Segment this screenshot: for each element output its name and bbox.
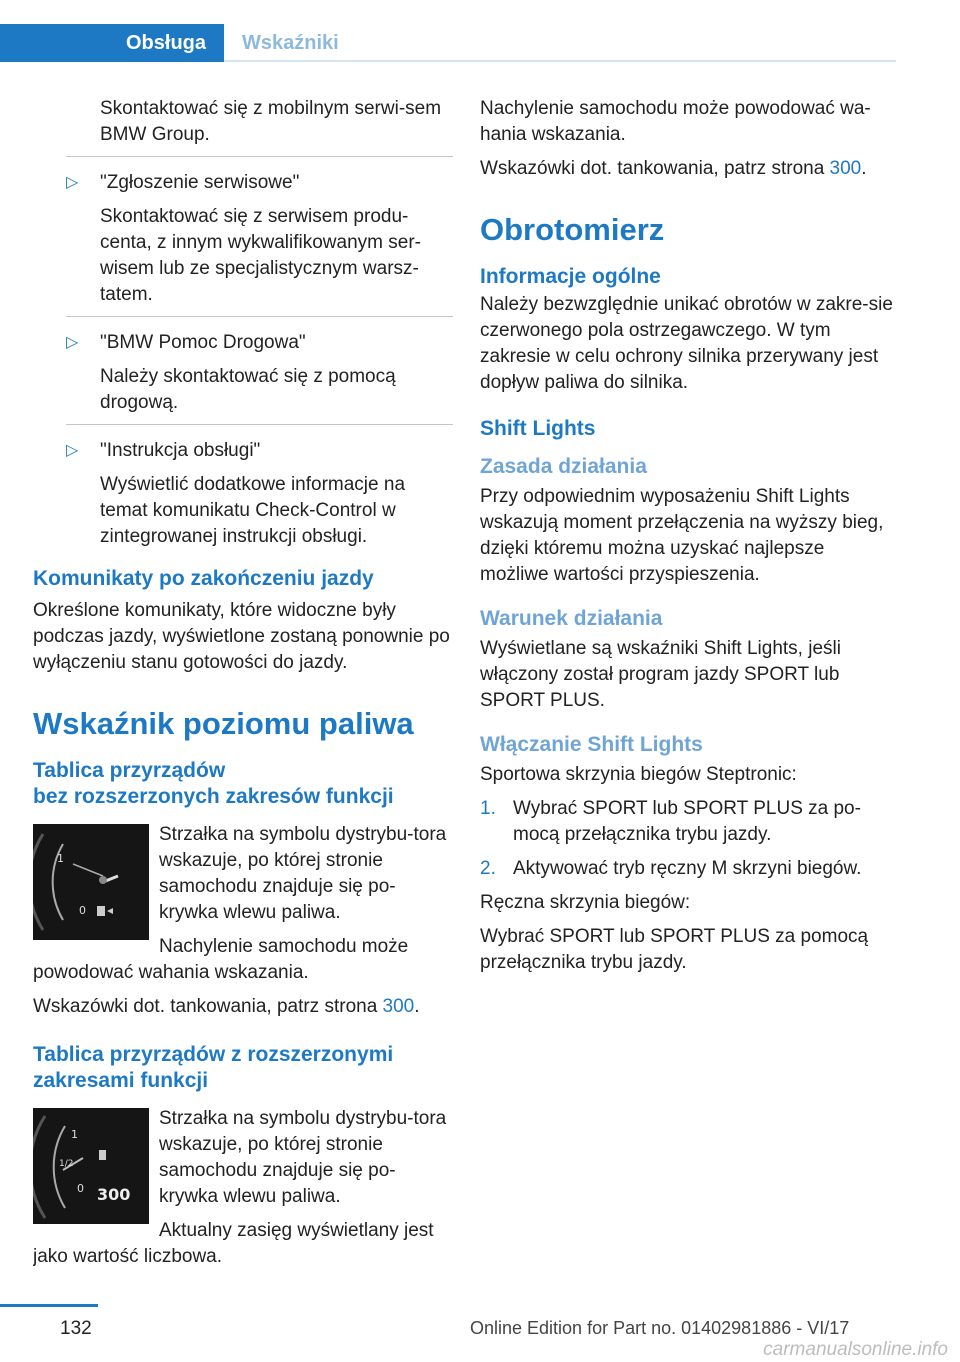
text: Wskazówki dot. tankowania, patrz strona: [33, 996, 383, 1017]
step-text: Aktywować tryb ręczny M skrzyni biegów.: [513, 858, 862, 879]
tab-wskazniki[interactable]: Wskaźniki: [242, 31, 339, 54]
paragraph: Określone komunikaty, które widoczne były podczas jazdy, wyświetlone zostaną ponownie po wyłączeniu stanu gotowości do jazdy.: [33, 600, 450, 673]
heading-enable-shift-lights: Włączanie Shift Lights: [480, 733, 703, 756]
watermark: carmanualsonline.info: [763, 1339, 948, 1360]
paragraph: Wyświetlane są wskaźniki Shift Lights, jeśli włączony został program jazdy SPORT lub SPORT PLUS.: [480, 638, 841, 711]
gauge-label: 0: [77, 1182, 84, 1195]
heading-general-info: Informacje ogólne: [480, 265, 661, 288]
page-link[interactable]: 300: [829, 158, 862, 179]
text: .: [414, 996, 420, 1017]
item-title: "Zgłoszenie serwisowe": [100, 172, 300, 193]
edition-footer: Online Edition for Part no. 01402981886 - VI/17: [470, 1318, 850, 1338]
fuel-pump-icon: [97, 906, 105, 916]
divider: [66, 316, 453, 317]
paragraph: Nachylenie samochodu może powodować wahania wskazania.: [33, 936, 409, 983]
fuel-gauge-basic-block: [33, 822, 453, 994]
triangle-bullet-icon: ▷: [66, 334, 79, 351]
paragraph: Należy bezwzględnie unikać obrotów w zakre-sie czerwonego pola ostrzegawczego. W tym zakresie w celu ochrony silnika przerywany jest dopływ paliwa do silnika.: [480, 294, 893, 393]
heading-basic-cluster-1: Tablica przyrządów: [33, 759, 226, 782]
item-desc: Należy skontaktować się z pomocą drogową.: [100, 366, 396, 413]
divider: [66, 156, 453, 157]
paragraph: [33, 994, 453, 1020]
triangle-bullet-icon: ▷: [66, 174, 79, 191]
paragraph: Strzałka na symbolu dystrybu-tora wskazuje, po której stronie samochodu znajduje się po-krywka wlewu paliwa.: [159, 824, 447, 923]
left-column: [33, 96, 453, 1278]
heading-tachometer: Obrotomierz: [480, 212, 665, 247]
steps-list: [480, 796, 898, 882]
paragraph: Nachylenie samochodu może powodować wa-hania wskazania.: [480, 98, 871, 145]
item-desc: Wyświetlić dodatkowe informacje na temat komunikatu Check-Control w zintegrowanej instrukcji obsługi.: [100, 474, 406, 547]
heading-fuel-gauge: Wskaźnik poziomu paliwa: [33, 706, 414, 741]
page-number: 132: [60, 1318, 92, 1339]
item-title: "BMW Pomoc Drogowa": [100, 332, 306, 353]
item-desc: Skontaktować się z serwisem produ-centa, z innym wykwalifikowanym ser-wisem lub ze specjalistycznym warsz-tatem.: [100, 206, 421, 305]
list-item: [33, 330, 453, 416]
gauge-label: 1/2: [59, 1159, 74, 1169]
paragraph: Wybrać SPORT lub SPORT PLUS za pomocą przełącznika trybu jazdy.: [480, 926, 869, 973]
fuel-gauge-basic-image: [33, 824, 149, 940]
header-rule: [224, 60, 896, 62]
heading-trip-messages: Komunikaty po zakończeniu jazdy: [33, 567, 374, 590]
fuel-pump-icon: [99, 1150, 106, 1160]
list-item: [480, 856, 898, 882]
page-number-bar: [0, 1304, 98, 1307]
heading-condition: Warunek działania: [480, 607, 663, 630]
list-item: [480, 796, 898, 848]
triangle-bullet-icon: ▷: [66, 442, 79, 459]
heading-basic-cluster-2: bez rozszerzonych zakresów funkcji: [33, 785, 394, 808]
paragraph: Strzałka na symbolu dystrybu-tora wskazuje, po której stronie samochodu znajduje się po-krywka wlewu paliwa.: [159, 1108, 447, 1207]
paragraph: Aktualny zasięg wyświetlany jest jako wartość liczbowa.: [33, 1220, 434, 1267]
step-text: Wybrać SPORT lub SPORT PLUS za po-mocą przełącznika trybu jazdy.: [513, 798, 861, 845]
list-item: [33, 170, 453, 308]
heading-principle: Zasada działania: [480, 455, 647, 478]
fuel-gauge-extended-image: [33, 1108, 149, 1224]
range-value: 300: [97, 1185, 131, 1204]
paragraph: [480, 156, 898, 182]
step-number: 2.: [480, 858, 496, 879]
page-link[interactable]: 300: [382, 996, 415, 1017]
step-number: 1.: [480, 798, 496, 819]
gauge-label: 0: [79, 904, 86, 917]
fuel-gauge-extended-block: [33, 1106, 453, 1278]
text: Wskazówki dot. tankowania, patrz strona: [480, 158, 830, 179]
gauge-label: 1: [57, 852, 64, 865]
item-title: "Instrukcja obsługi": [100, 440, 261, 461]
gauge-label: 1: [71, 1128, 78, 1141]
paragraph: Ręczna skrzynia biegów:: [480, 892, 691, 913]
heading-extended-cluster: Tablica przyrządów z rozszerzonymi zakresami funkcji: [33, 1043, 394, 1092]
paragraph: Sportowa skrzynia biegów Steptronic:: [480, 764, 797, 785]
tab-obsluga[interactable]: Obsługa: [0, 24, 224, 62]
right-column: [480, 96, 898, 984]
list-item: [33, 438, 453, 550]
heading-shift-lights: Shift Lights: [480, 417, 596, 440]
divider: [66, 424, 453, 425]
text: .: [861, 158, 867, 179]
paragraph: Skontaktować się z mobilnym serwi-sem BMW Group.: [100, 98, 442, 145]
paragraph: Przy odpowiednim wyposażeniu Shift Lights wskazują moment przełączenia na wyższy bieg, dzięki któremu można uzyskać najlepsze możliwe wartości przyspieszenia.: [480, 486, 884, 585]
